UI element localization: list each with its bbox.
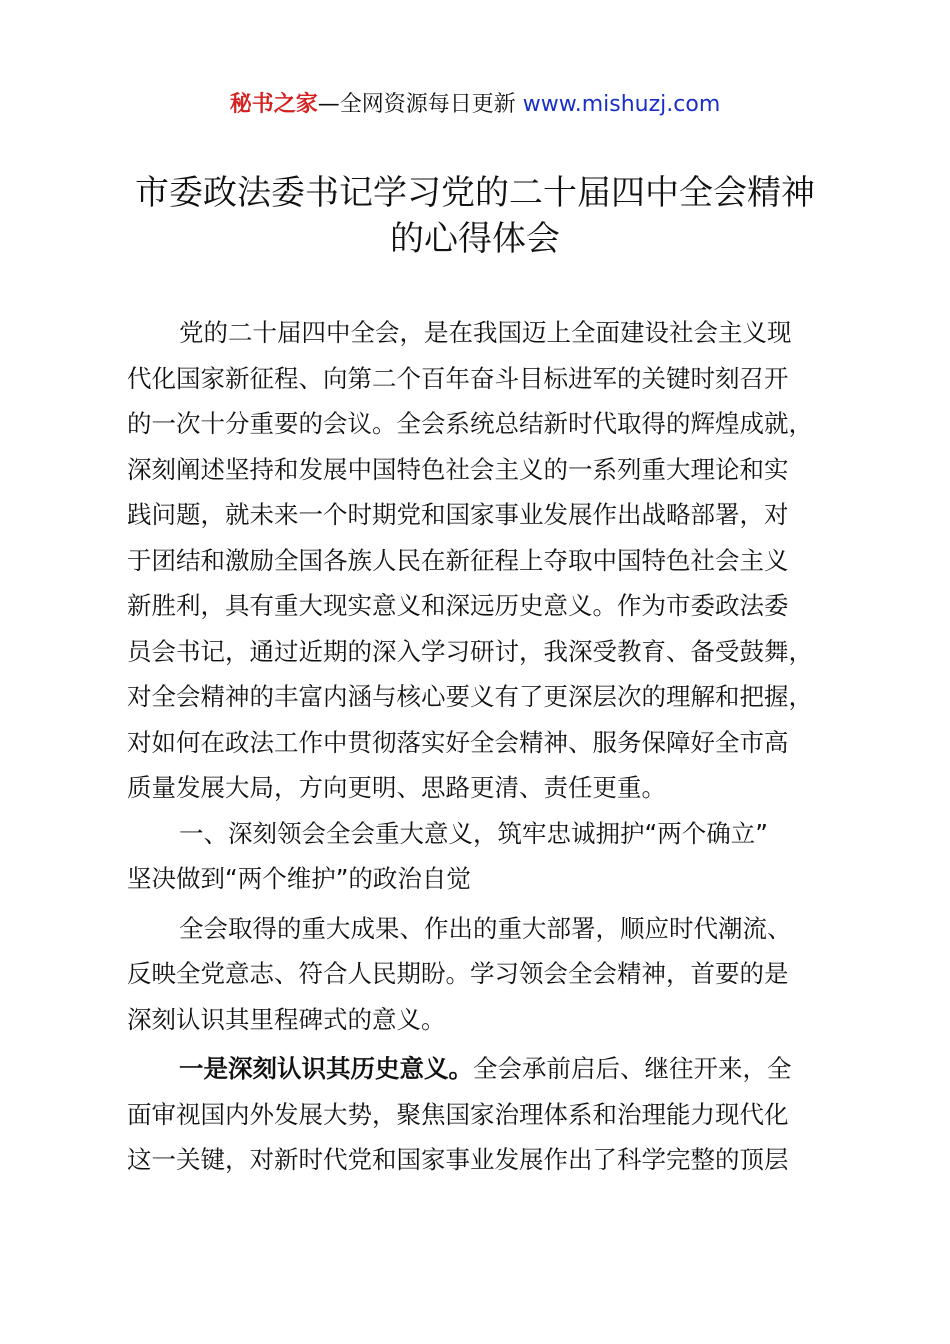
text-line: 对全会精神的丰富内涵与核心要义有了更深层次的理解和把握，	[127, 682, 813, 711]
text-line: 对如何在政法工作中贯彻落实好全会精神、服务保障好全市高	[127, 727, 789, 757]
text-line: 践问题，就未来一个时期党和国家事业发展作出战略部署，对	[127, 500, 789, 529]
document-body	[127, 310, 837, 1183]
text-line: 面审视国内外发展大势，聚焦国家治理体系和治理能力现代化	[127, 1099, 789, 1129]
bold-lead-in: 一是深刻认识其历史意义。	[179, 1054, 473, 1083]
text-line: 党的二十届四中全会，是在我国迈上全面建设社会主义现	[179, 318, 792, 347]
title-line-1: 市委政法委书记学习党的二十届四中全会精神	[135, 173, 815, 213]
title-line-2: 的心得体会	[390, 219, 560, 259]
text-line: 反映全党意志、符合人民期盼。学习领会全会精神，首要的是	[127, 959, 789, 988]
text-line	[127, 1046, 837, 1092]
header-tagline: —全网资源每日更新	[317, 92, 523, 117]
paragraph-intro	[127, 310, 837, 811]
document-title	[80, 170, 870, 262]
paragraph-significance	[127, 906, 837, 1043]
text-span: 全会承前启后、继往开来，全	[473, 1054, 792, 1083]
heading-line: 一、深刻领会全会重大意义，筑牢忠诚拥护“两个确立”	[179, 818, 768, 848]
site-header	[0, 88, 950, 122]
paragraph-historical	[127, 1046, 837, 1183]
site-url-link[interactable]: www.mishuzj.com	[522, 92, 721, 117]
text-line: 的一次十分重要的会议。全会系统总结新时代取得的辉煌成就，	[127, 409, 813, 438]
heading-line: 坚决做到“两个维护”的政治自觉	[127, 864, 471, 893]
text-line: 深刻认识其里程碑式的意义。	[127, 1004, 446, 1034]
text-line: 于团结和激励全国各族人民在新征程上夺取中国特色社会主义	[127, 545, 789, 575]
text-line: 代化国家新征程、向第二个百年奋斗目标进军的关键时刻召开	[127, 363, 789, 393]
brand-name: 秘书之家	[229, 92, 318, 117]
text-line: 全会取得的重大成果、作出的重大部署，顺应时代潮流、	[179, 913, 792, 943]
section-heading-1	[127, 811, 837, 902]
text-line: 深刻阐述坚持和发展中国特色社会主义的一系列重大理论和实	[127, 454, 789, 484]
text-line: 员会书记，通过近期的深入学习研讨，我深受教育、备受鼓舞，	[127, 636, 813, 666]
text-line: 质量发展大局，方向更明、思路更清、责任更重。	[127, 773, 666, 802]
text-line: 新胜利，具有重大现实意义和深远历史意义。作为市委政法委	[127, 591, 789, 620]
text-line: 这一关键，对新时代党和国家事业发展作出了科学完整的顶层	[127, 1145, 789, 1174]
